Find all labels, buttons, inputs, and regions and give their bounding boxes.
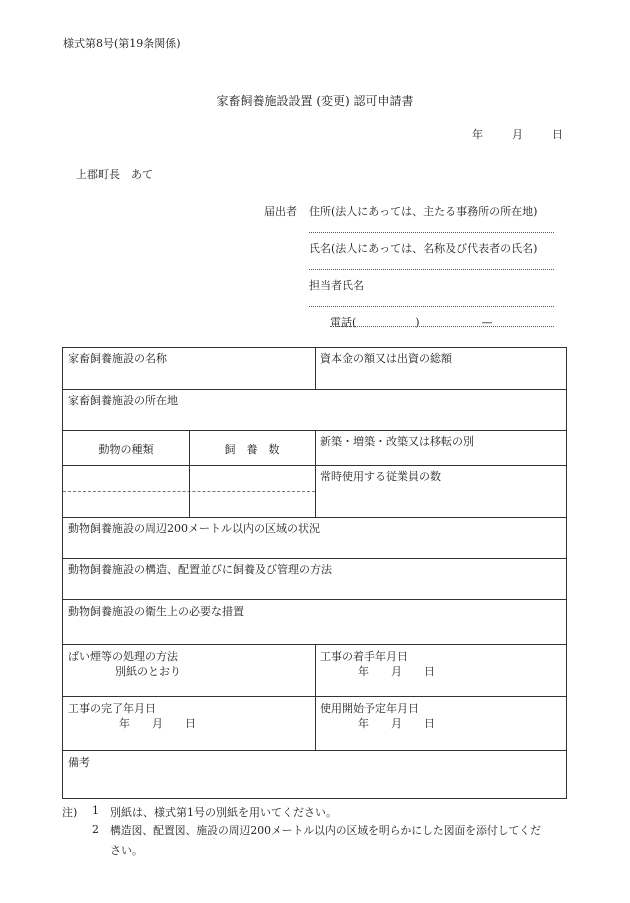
animal-type-label: 動物の種類 — [98, 443, 154, 456]
col-line — [315, 348, 316, 389]
use-start-date: 年 月 日 — [358, 717, 435, 730]
contact-dotted-line — [309, 306, 554, 307]
construction-type-label: 新築・増築・改築又は移転の別 — [320, 435, 474, 448]
construction-end-label: 工事の完了年月日 — [68, 702, 156, 715]
application-table — [62, 347, 567, 799]
row-line — [315, 465, 566, 466]
note-2-number: 2 — [92, 823, 99, 836]
waste-treatment-note: 別紙のとおり — [115, 665, 181, 678]
applicant-label: 届出者 — [264, 205, 297, 218]
phone-label: 電話( — [330, 316, 357, 329]
waste-treatment-label: ばい煙等の処理の方法 — [68, 650, 178, 663]
facility-location-label: 家畜飼養施設の所在地 — [68, 394, 178, 407]
phone-line — [330, 314, 554, 330]
address-dotted-line — [309, 232, 554, 233]
date-month: 月 — [512, 128, 523, 141]
phone-dotted-line — [330, 326, 554, 327]
construction-start-label: 工事の着手年月日 — [320, 650, 408, 663]
notes-prefix: 注) — [62, 806, 78, 819]
row-line — [63, 558, 566, 559]
col-line — [315, 430, 316, 517]
sanitation-label: 動物飼養施設の衛生上の必要な措置 — [68, 605, 244, 618]
row-line — [63, 517, 566, 518]
note-1-text: 別紙は、様式第1号の別紙を用いてください。 — [110, 806, 337, 819]
note-2-text: 構造図、配置図、施設の周辺200メートル以内の区域を明らかにした図面を添付してくだ — [110, 824, 541, 837]
date-year: 年 — [472, 128, 483, 141]
name-dotted-line — [309, 269, 554, 270]
addressee: 上郡町長 あて — [76, 168, 153, 181]
date-day: 日 — [552, 128, 563, 141]
applicant-name-label: 氏名(法人にあっては、名称及び代表者の氏名) — [309, 242, 538, 255]
facility-name-label: 家畜飼養施設の名称 — [68, 352, 167, 365]
capital-label: 資本金の額又は出資の総額 — [320, 352, 452, 365]
use-start-label: 使用開始予定年月日 — [320, 702, 419, 715]
phone-close-paren: ) — [415, 316, 420, 329]
row-line — [63, 599, 566, 600]
note-2-continuation: さい。 — [110, 844, 143, 857]
contact-person-label: 担当者氏名 — [309, 279, 364, 292]
construction-end-date: 年 月 日 — [119, 717, 196, 730]
phone-dash: — — [481, 316, 493, 329]
surroundings-label: 動物飼養施設の周辺200メートル以内の区域の状況 — [68, 522, 320, 535]
col-line — [315, 644, 316, 750]
construction-start-date: 年 月 日 — [358, 665, 435, 678]
row-line — [63, 389, 566, 390]
employees-label: 常時使用する従業員の数 — [320, 470, 441, 483]
remarks-label: 備考 — [68, 756, 90, 769]
row-line — [63, 750, 566, 751]
application-date — [472, 126, 563, 142]
head-count-label: 飼 養 数 — [224, 443, 280, 456]
applicant-address-label: 住所(法人にあっては、主たる事務所の所在地) — [309, 205, 538, 218]
form-number: 様式第8号(第19条関係) — [63, 37, 181, 50]
document-title: 家畜飼養施設設置 (変更) 認可申請書 — [216, 94, 414, 108]
note-1-number: 1 — [92, 804, 99, 817]
structure-label: 動物飼養施設の構造、配置並びに飼養及び管理の方法 — [68, 563, 332, 576]
